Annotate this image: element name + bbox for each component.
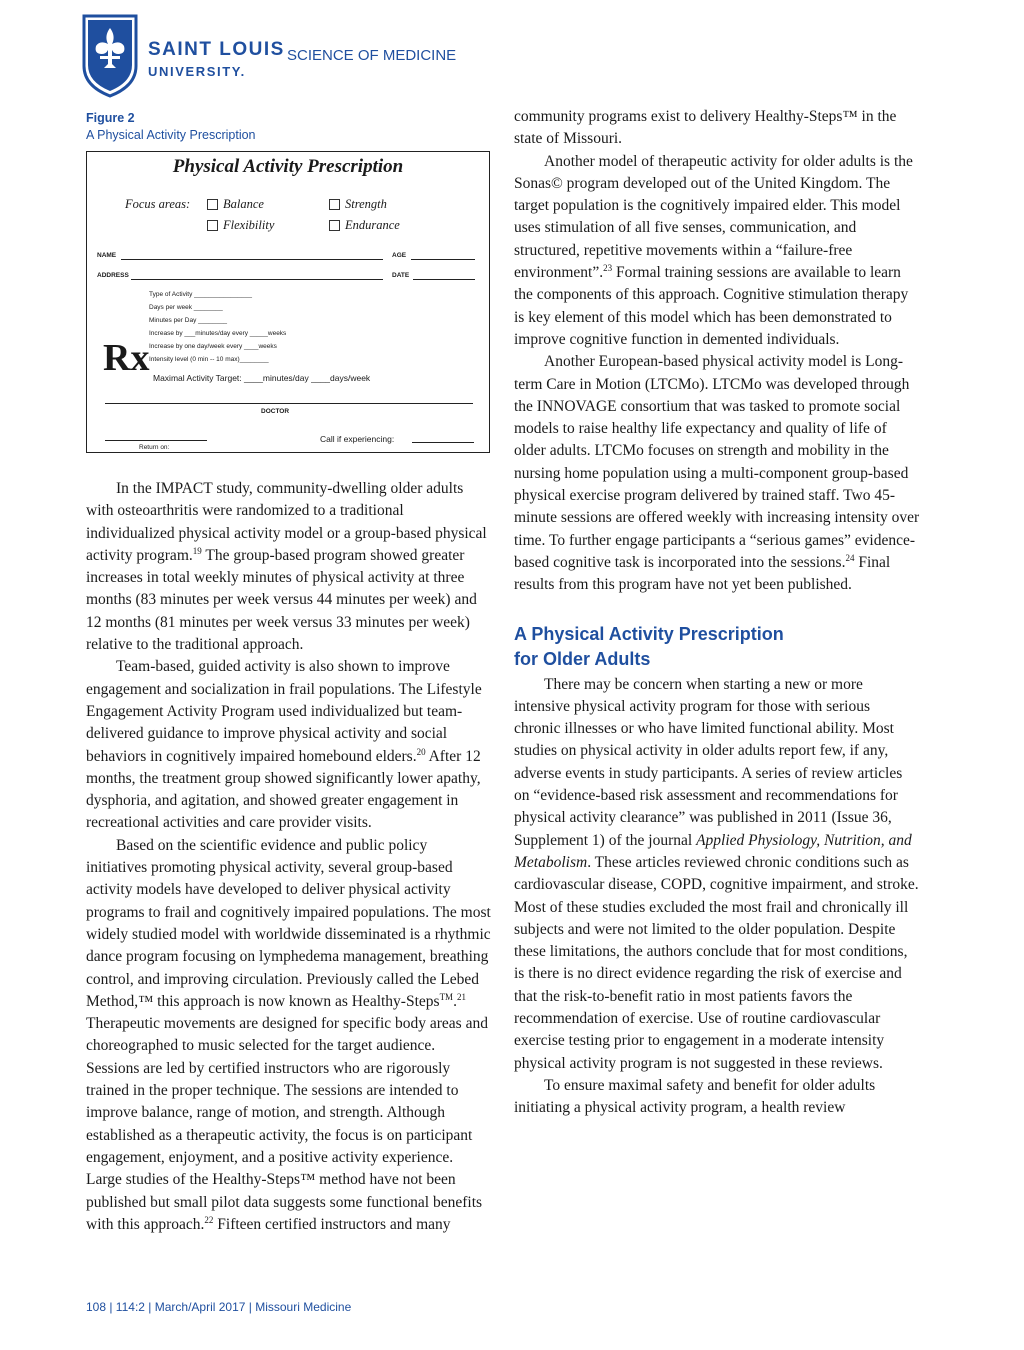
call-if-experiencing-label: Call if experiencing:	[320, 434, 395, 444]
paragraph: Another European-based physical activity model is Long-term Care in Motion (LTCMo). LTCMo was developed through the INNOVAGE consortium that was tasked to promote social models to raise healthy life expectancy and quality of life of older adults. LTCMo focuses on strength and mobility in the nursing home population using a multi-component group-based physical exercise program delivered by trained staff. Two 45-minute sessions are offered weekly with increasing intensity over time. To further engage participants a “serious games” evidence-based cognitive task is incorporated into the sessions.$^{24}$ Final results from this program have not yet been published.	[514, 353, 920, 594]
focus-option-endurance: Endurance	[345, 218, 400, 232]
name-label: NAME	[97, 252, 117, 259]
return-line	[105, 440, 207, 441]
paragraph: In the IMPACT study, community-dwelling older adults with osteoarthritis were randomized to a traditional individualized physical activity model or a group-based physical activity program.$^{19}$ The group-based program showed greater increases in total weekly minutes of physical activity at three months (83 minutes per week versus 44 minutes per week) and 12 months (81 minutes per week versus 33 minutes per week) relative to the traditional approach.	[86, 480, 487, 654]
maximal-activity-target: Maximal Activity Target: ____minutes/day ____days/week	[153, 373, 371, 383]
age-line	[411, 259, 475, 260]
doctor-line	[105, 403, 473, 404]
checkbox-endurance	[329, 220, 340, 231]
focus-areas-label: Focus areas:	[125, 197, 191, 211]
address-label: ADDRESS	[97, 272, 129, 279]
field-intensity-level: Intensity level (0 min -- 10 max)________	[149, 356, 269, 363]
focus-option-balance: Balance	[223, 197, 264, 211]
checkbox-balance	[207, 199, 218, 210]
field-type-of-activity: Type of Activity ________________	[149, 291, 252, 298]
return-label: Return on:	[139, 444, 170, 451]
paragraph: Based on the scientific evidence and public policy initiatives promoting physical activity, several group-based activity models have developed to deliver physical activity programs to frail and cognitively impaired populations. The most widely studied model with worldwide disseminated is a rhythmic dance program focusing on lymphedema management, breathing control, and improving circulation. Previously called the Lebed Method,™ this approach is now known as Healthy-Steps™.$^{21}$ Therapeutic movements are designed for specific body areas and choreographed to music selected for the target audience. Sessions are led by certified instructors who are rigorously trained in the proper technique. The sessions are intended to improve balance, range of motion, and strength. Although established as a therapeutic activity, the focus is on participant engagement, enjoyment, and a positive activity experience. Large studies of the Healthy-Steps™ method have not been published but small pilot data suggests some functional benefits with this approach.$^{22}$ Fifteen certified instructors and many	[86, 836, 491, 1233]
address-line	[131, 279, 383, 280]
paragraph: Another model of therapeutic activity for older adults is the Sonas© program developed out of the United Kingdom. The target population is the cognitively impaired elder. This model uses stimulation of all five senses, communication, and structured, repetitive movements within a “failure-free environment”.$^{23}$ Formal training sessions are available to learn the components of this approach. Cognitive stimulation therapy is key element of this model which has been demonstrated to improve cognitive function in demented individuals.	[514, 152, 913, 348]
left-column	[86, 478, 491, 1236]
date-line	[413, 279, 475, 280]
section-label: SCIENCE OF MEDICINE	[287, 47, 457, 64]
university-name: SAINT LOUIS	[148, 39, 285, 60]
date-label: DATE	[392, 272, 410, 279]
prescription-form-figure	[86, 151, 490, 453]
section-heading: A Physical Activity Prescription for Older Adults	[514, 623, 784, 669]
paragraph: community programs exist to delivery Healthy-Steps™ in the state of Missouri.	[514, 108, 897, 148]
university-shield-logo	[82, 14, 138, 98]
paragraph: Team-based, guided activity is also shown to improve engagement and socialization in frail populations. The Lifestyle Engagement Activity Program used individualized but team-delivered guidance to improve physical activity and social behaviors in cognitively impaired homebound elders.$^{20}$ After 12 months, the treatment group showed significantly lower apathy, dysphoria, and agitation, and showed greater engagement in recreational activities and care provider visits.	[86, 658, 482, 832]
university-name-line2: UNIVERSITY.	[148, 64, 246, 79]
field-increase-days: Increase by one day/week every ____weeks	[149, 343, 277, 350]
figure-caption: A Physical Activity Prescription	[86, 128, 256, 142]
name-line	[121, 259, 383, 260]
field-increase-minutes: Increase by ___minutes/day every _____weeks	[149, 330, 287, 337]
field-minutes-per-day: Minutes per Day ________	[149, 317, 228, 324]
figure-label: Figure 2	[86, 111, 135, 125]
checkbox-flexibility	[207, 220, 218, 231]
focus-option-flexibility: Flexibility	[223, 218, 275, 232]
paragraph: There may be concern when starting a new or more intensive physical activity program for those with serious chronic illnesses or who have limited functional ability. Most studies on physical activity in older adults report few, if any, adverse events in study participants. A series of review articles on “evidence-based risk assessment and recommendations for physical activity clearance” was published in 2011 (Issue 36, Supplement 1) of the journal Applied Physiology, Nutrition, and Metabolism. These articles reviewed chronic conditions such as cardiovascular disease, COPD, cognitive impairment, and stroke. Most of these studies excluded the most frail and chronically ill subjects and were not limited to the older population. Despite these limitations, the authors conclude that for most conditions, is there is no direct evidence regarding the risk of exercise and that the risk-to-benefit ratio in most patients favors the recommendation of exercise. Use of routine cardiovascular exercise testing prior to engagement in a moderate intensity physical activity program is not suggested in these reviews.	[514, 675, 919, 1072]
form-title: Physical Activity Prescription	[172, 156, 404, 177]
right-column	[514, 106, 920, 1119]
field-days-per-week: Days per week ________	[149, 304, 223, 311]
call-line	[412, 442, 474, 443]
paragraph: To ensure maximal safety and benefit for older adults initiating a physical activity program, a health review	[514, 1076, 876, 1117]
checkbox-strength	[329, 199, 340, 210]
age-label: AGE	[392, 252, 407, 259]
page-footer: 108 | 114:2 | March/April 2017 | Missouri Medicine	[86, 1300, 352, 1314]
doctor-label: DOCTOR	[261, 408, 290, 415]
focus-option-strength: Strength	[345, 197, 387, 211]
rx-symbol: Rx	[103, 337, 150, 379]
page-header	[82, 14, 562, 100]
